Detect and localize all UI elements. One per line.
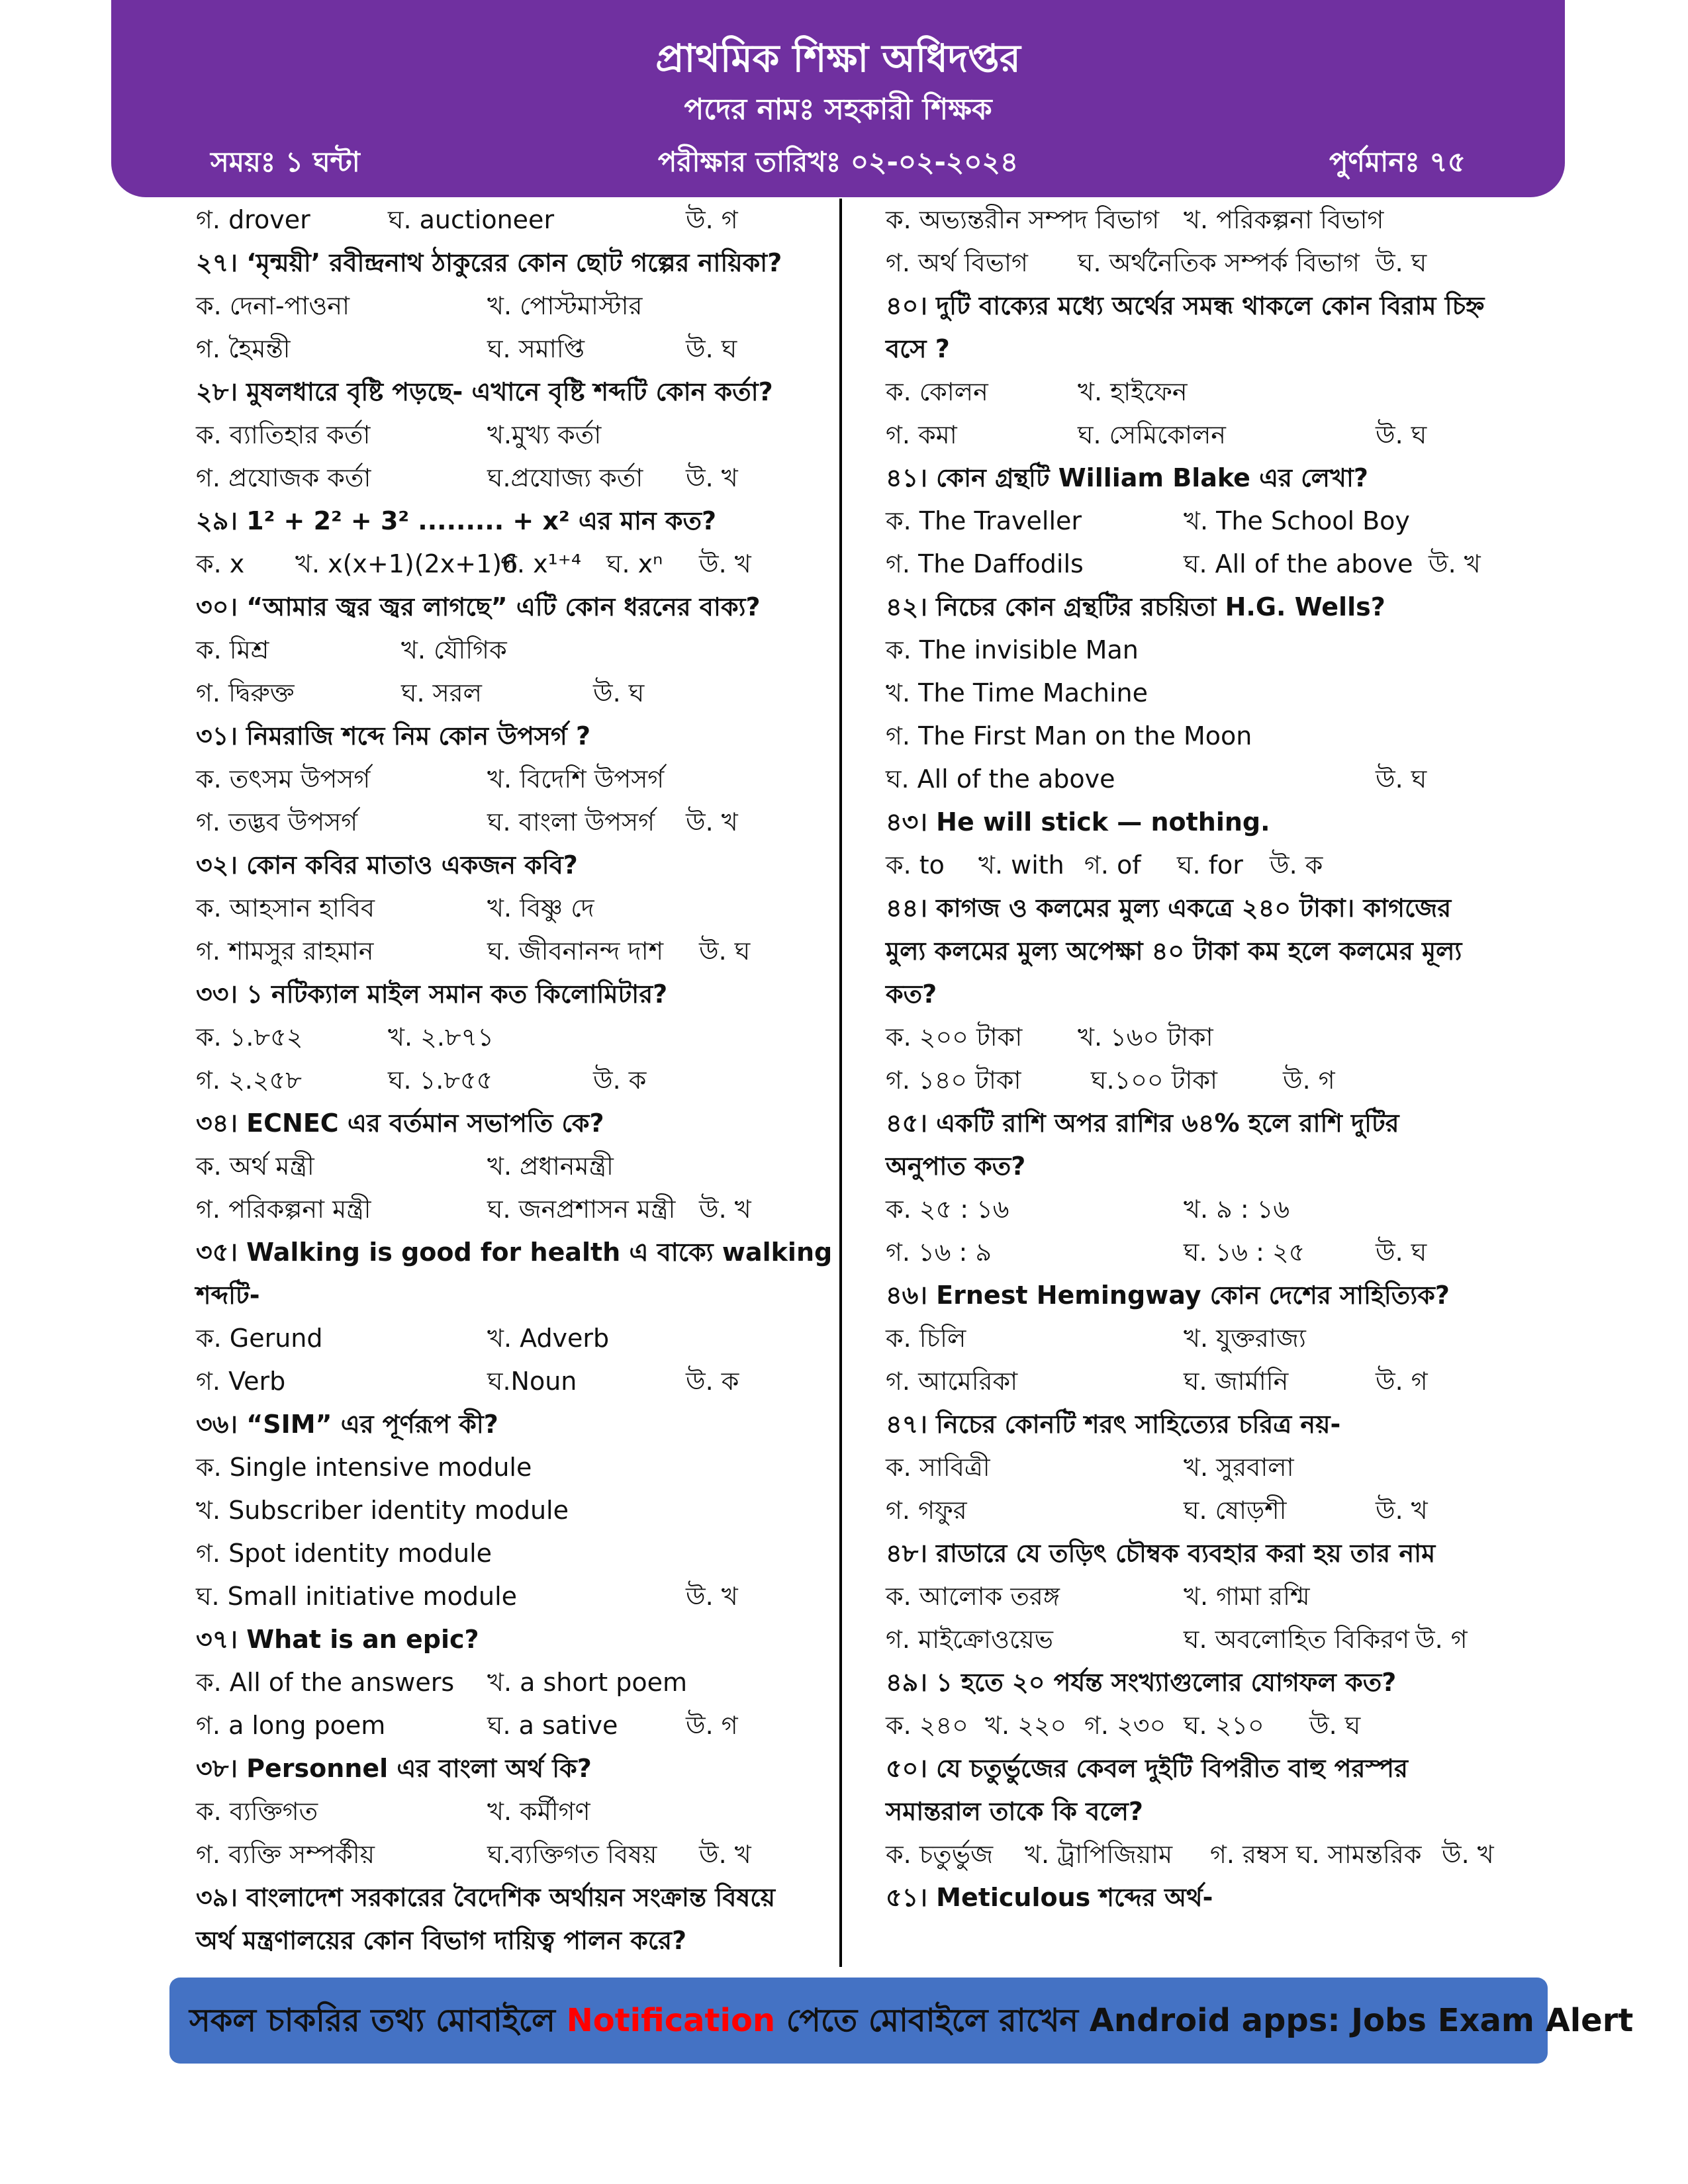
option-text: খ. সুরবালা: [1184, 1453, 1294, 1482]
option-text: উ. খ: [686, 463, 738, 492]
question-line: [886, 801, 1554, 844]
option-text: ঘ. অবলোহিত বিকিরণ: [1184, 1625, 1410, 1654]
option-text: ঘ.প্রযোজ্য কর্তা: [487, 463, 643, 492]
option-text: ঘ.ব্যক্তিগত বিষয়: [487, 1840, 657, 1869]
option-text: ক. ২৪০: [886, 1711, 968, 1740]
question-line: [196, 715, 865, 758]
option-text: গ. a long poem: [196, 1711, 386, 1740]
option-text: ক. ১.৮৫২: [196, 1023, 303, 1052]
question-line: [886, 285, 1554, 328]
question-line: [196, 1747, 865, 1790]
option-text: ক. অভ্যন্তরীন সম্পদ বিভাগ: [886, 205, 1160, 234]
options-line: [196, 1188, 865, 1231]
options-line: [196, 887, 865, 930]
option-text: ঘ. জার্মানি: [1184, 1367, 1289, 1396]
option-text: ক. ব্যক্তিগত: [196, 1797, 318, 1826]
option-text: খ. পোস্টমাস্টার: [487, 291, 643, 320]
options-line: [886, 1446, 1554, 1489]
option-text: উ. ঘ: [1376, 248, 1427, 277]
question-line: [196, 242, 865, 285]
option-text: ঘ. xⁿ: [606, 549, 663, 578]
option-text: গ. আমেরিকা: [886, 1367, 1018, 1396]
option-text: খ. ৯ : ১৬: [1184, 1195, 1290, 1224]
option-text: গ. রম্বস: [1210, 1840, 1288, 1869]
exam-date: পরীক্ষার তারিখঃ ০২-০২-২০২৪: [657, 146, 1019, 178]
option-text: গ. কমা: [886, 420, 957, 449]
question-text: ৪৩। He will stick — nothing.: [886, 807, 1270, 837]
option-text: খ. বিষ্ণু দে: [487, 893, 594, 923]
options-line: [196, 1446, 865, 1489]
question-text: ৪১। কোন গ্রন্থটি William Blake এর লেখা?: [886, 463, 1368, 492]
option-text: ঘ. ষোড়শী: [1184, 1496, 1287, 1525]
question-text: ২৮। মুষলধারে বৃষ্টি পড়ছে- এখানে বৃষ্টি শব্দটি কোন কর্তা?: [196, 377, 773, 406]
options-line: [886, 1489, 1554, 1532]
option-text: ক. Single intensive module: [196, 1453, 532, 1482]
question-text: ৩০। “আমার জ্বর জ্বর লাগছে” এটি কোন ধরনের বাক্য?: [196, 592, 761, 621]
footer-text: [189, 1978, 1633, 2064]
question-line: [886, 1403, 1554, 1446]
options-line: [196, 801, 865, 844]
option-text: গ. ২.২৫৮: [196, 1066, 302, 1095]
question-line: [886, 1145, 1554, 1188]
question-line: [196, 500, 865, 543]
option-text: ক. অর্থ মন্ত্রী: [196, 1152, 314, 1181]
options-line: [196, 672, 865, 715]
option-text: উ. খ: [699, 1195, 751, 1224]
question-line: [886, 930, 1554, 973]
question-text: ৪৪। কাগজ ও কলমের মুল্য একত্রে ২৪০ টাকা। কাগজের: [886, 893, 1452, 923]
options-line: [886, 543, 1554, 586]
options-line: [196, 457, 865, 500]
question-line: [196, 1876, 865, 1919]
options-line: [886, 1016, 1554, 1059]
option-text: ক. ২০০ টাকা: [886, 1023, 1023, 1052]
option-text: গ. ১৬ : ৯: [886, 1238, 992, 1267]
option-text: উ. ঘ: [1376, 420, 1427, 449]
options-line: [196, 328, 865, 371]
option-text: উ. ঘ: [1376, 764, 1427, 794]
left-column: [196, 199, 865, 1962]
options-line: [196, 1145, 865, 1188]
options-line: [886, 758, 1554, 801]
option-text: গ. শামসুর রাহমান: [196, 936, 374, 966]
option-text: ক. All of the answers: [196, 1668, 455, 1697]
option-text: খ.মুখ্য কর্তা: [487, 420, 602, 449]
question-line: [886, 887, 1554, 930]
question-line: [886, 1876, 1554, 1919]
option-text: ঘ. সামন্তরিক: [1296, 1840, 1422, 1869]
option-text: উ. গ: [686, 205, 738, 234]
options-line: [196, 1661, 865, 1704]
header-title: প্রাথমিক শিক্ষা অধিদপ্তর: [655, 36, 1021, 81]
question-text: অর্থ মন্ত্রণালয়ের কোন বিভাগ দায়িত্ব পালন করে?: [196, 1926, 687, 1955]
option-text: খ. Adverb: [487, 1324, 610, 1353]
question-text: ৪৫। একটি রাশি অপর রাশির ৬৪% হলে রাশি দুটির: [886, 1109, 1399, 1138]
option-text: ঘ. জীবনানন্দ দাশ: [487, 936, 664, 966]
options-line: [196, 1360, 865, 1403]
question-line: [196, 1231, 865, 1274]
question-line: [886, 1661, 1554, 1704]
option-text: খ. a short poem: [487, 1668, 687, 1697]
options-line: [196, 1833, 865, 1876]
option-text: ক. The invisible Man: [886, 635, 1139, 664]
question-line: [196, 1618, 865, 1661]
question-text: ৩৪। ECNEC এর বর্তমান সভাপতি কে?: [196, 1109, 604, 1138]
option-text: খ. The Time Machine: [886, 678, 1149, 707]
option-text: উ. ঘ: [699, 936, 751, 966]
option-text: উ. খ: [1442, 1840, 1494, 1869]
options-line: [196, 285, 865, 328]
option-text: গ. The First Man on the Moon: [886, 721, 1252, 751]
option-text: খ. x(x+1)(2x+1)6: [295, 549, 518, 578]
notification-highlight: Notification: [566, 2002, 776, 2039]
question-text: অনুপাত কত?: [886, 1152, 1026, 1181]
options-line: [886, 371, 1554, 414]
option-text: ক. ২৫ : ১৬: [886, 1195, 1009, 1224]
option-text: উ. ক: [686, 1367, 739, 1396]
footer-prefix: সকল চাকরির তথ্য মোবাইলে: [189, 2002, 567, 2039]
options-line: [886, 672, 1554, 715]
question-text: ৩৬। “SIM” এর পূর্ণরূপ কী?: [196, 1410, 498, 1439]
option-text: উ. খ: [699, 1840, 751, 1869]
option-text: খ. পরিকল্পনা বিভাগ: [1184, 205, 1384, 234]
question-text: মুল্য কলমের মুল্য অপেক্ষা ৪০ টাকা কম হলে কলমের মূল্য: [886, 936, 1462, 966]
question-line: [886, 1532, 1554, 1575]
option-text: গ. গফুর: [886, 1496, 967, 1525]
option-text: খ. with: [978, 850, 1064, 880]
option-text: ক. x: [196, 549, 245, 578]
option-text: ক. The Traveller: [886, 506, 1082, 535]
options-line: [196, 1532, 865, 1575]
option-text: উ. খ: [1376, 1496, 1428, 1525]
option-text: উ. ক: [1270, 850, 1323, 880]
options-line: [886, 1618, 1554, 1661]
question-text: ৪৬। Ernest Hemingway কোন দেশের সাহিত্যিক?: [886, 1281, 1450, 1310]
option-text: গ. প্রযোজক কর্তা: [196, 463, 371, 492]
option-text: উ. ঘ: [686, 334, 737, 363]
question-line: [196, 973, 865, 1016]
question-line: [886, 586, 1554, 629]
option-text: ঘ. ১.৮৫৫: [388, 1066, 493, 1095]
question-text: ৫০। যে চতুর্ভুজের কেবল দুইটি বিপরীত বাহু পরস্পর: [886, 1754, 1408, 1783]
option-text: উ. খ: [686, 807, 738, 837]
question-text: ২৯। 1² + 2² + 3² ......... + x² এর মান কত?: [196, 506, 717, 535]
option-text: গ. of: [1084, 850, 1141, 880]
option-text: ঘ. ২১০: [1184, 1711, 1264, 1740]
question-line: [886, 1790, 1554, 1833]
option-text: ক. চতুর্ভুজ: [886, 1840, 994, 1869]
question-line: [196, 1403, 865, 1446]
question-line: [886, 1274, 1554, 1317]
option-text: খ. The School Boy: [1184, 506, 1410, 535]
option-text: খ. ২২০: [985, 1711, 1067, 1740]
options-line: [886, 1360, 1554, 1403]
question-text: ৩২। কোন কবির মাতাও একজন কবি?: [196, 850, 578, 880]
question-line: [886, 973, 1554, 1016]
option-text: উ. ঘ: [1309, 1711, 1361, 1740]
option-text: ক. to: [886, 850, 945, 880]
options-line: [886, 1059, 1554, 1102]
post-name: পদের নামঃ সহকারী শিক্ষক: [684, 93, 992, 126]
options-line: [886, 715, 1554, 758]
option-text: ঘ. সেমিকোলন: [1078, 420, 1226, 449]
options-line: [196, 1575, 865, 1618]
options-line: [196, 199, 865, 242]
options-line: [886, 844, 1554, 887]
option-text: গ. drover: [196, 205, 310, 234]
full-marks: পুর্ণমানঃ ৭৫: [1329, 146, 1466, 178]
option-text: খ. ২.৮৭১: [388, 1023, 494, 1052]
options-line: [886, 199, 1554, 242]
options-line: [196, 1489, 865, 1532]
option-text: গ. ২৩০: [1084, 1711, 1166, 1740]
option-text: ঘ. for: [1177, 850, 1243, 880]
question-line: [196, 1102, 865, 1145]
option-text: খ. বিদেশি উপসর্গ: [487, 764, 665, 794]
options-line: [886, 242, 1554, 285]
question-line: [196, 371, 865, 414]
option-text: উ. গ: [1376, 1367, 1428, 1396]
question-text: ৪৯। ১ হতে ২০ পর্যন্ত সংখ্যাগুলোর যোগফল কত?: [886, 1668, 1397, 1697]
option-text: গ. ১৪০ টাকা: [886, 1066, 1021, 1095]
question-text: ২৭। ‘মৃন্ময়ী’ রবীন্দ্রনাথ ঠাকুরের কোন ছোট গল্পের নায়িকা?: [196, 248, 782, 277]
options-line: [196, 1317, 865, 1360]
question-text: ৪৮। রাডারে যে তড়িৎ চৌম্বক ব্যবহার করা হয় তার নাম: [886, 1539, 1436, 1568]
question-text: ৩৩। ১ নটিক্যাল মাইল সমান কত কিলোমিটার?: [196, 979, 668, 1009]
question-text: সমান্তরাল তাকে কি বলে?: [886, 1797, 1143, 1826]
options-line: [196, 1059, 865, 1102]
option-text: ক. আলোক তরঙ্গ: [886, 1582, 1060, 1611]
question-line: [886, 328, 1554, 371]
options-line: [196, 930, 865, 973]
question-line: [196, 1919, 865, 1962]
options-line: [886, 1575, 1554, 1618]
option-text: গ. মাইক্রোওয়েভ: [886, 1625, 1053, 1654]
options-line: [196, 1790, 865, 1833]
option-text: উ. ঘ: [593, 678, 645, 707]
option-text: গ. The Daffodils: [886, 549, 1084, 578]
options-line: [886, 1317, 1554, 1360]
option-text: খ. হাইফেন: [1078, 377, 1188, 406]
option-text: ক. আহসান হাবিব: [196, 893, 375, 923]
question-line: [886, 1747, 1554, 1790]
option-text: ক. মিশ্র: [196, 635, 269, 664]
column-divider: [839, 199, 842, 1967]
option-text: ক. সাবিত্রী: [886, 1453, 990, 1482]
options-line: [886, 1231, 1554, 1274]
question-text: ৫১। Meticulous শব্দের অর্থ-: [886, 1883, 1213, 1912]
option-text: গ. দ্বিরুক্ত: [196, 678, 295, 707]
option-text: গ. অর্থ বিভাগ: [886, 248, 1028, 277]
option-text: ঘ.Noun: [487, 1367, 577, 1396]
option-text: উ. খ: [686, 1582, 738, 1611]
option-text: গ. Spot identity module: [196, 1539, 492, 1568]
option-text: খ. গামা রশ্মি: [1184, 1582, 1310, 1611]
option-text: উ. খ: [699, 549, 751, 578]
option-text: ঘ. a sative: [487, 1711, 618, 1740]
footer-banner: [169, 1978, 1634, 2064]
option-text: ঘ. বাংলা উপসর্গ: [487, 807, 655, 837]
options-line: [886, 1188, 1554, 1231]
option-text: উ. ঘ: [1376, 1238, 1427, 1267]
question-text: ৪২। নিচের কোন গ্রন্থটির রচয়িতা H.G. Wells?: [886, 592, 1385, 621]
option-text: ঘ. জনপ্রশাসন মন্ত্রী: [487, 1195, 676, 1224]
option-text: গ. পরিকল্পনা মন্ত্রী: [196, 1195, 371, 1224]
question-text: শব্দটি-: [196, 1281, 260, 1310]
question-text: ৪৭। নিচের কোনটি শরৎ সাহিত্যের চরিত্র নয়-: [886, 1410, 1341, 1439]
option-text: গ. x¹⁺⁴: [500, 549, 582, 578]
question-text: কত?: [886, 979, 937, 1009]
option-text: ঘ. সরল: [401, 678, 482, 707]
option-text: ক. দেনা-পাওনা: [196, 291, 350, 320]
option-text: ঘ. Small initiative module: [196, 1582, 518, 1611]
exam-duration: সময়ঃ ১ ঘন্টা: [211, 146, 360, 178]
option-text: খ. কর্মীগণ: [487, 1797, 590, 1826]
option-text: ক. ব্যাতিহার কর্তা: [196, 420, 371, 449]
option-text: ঘ. অর্থনৈতিক সম্পর্ক বিভাগ: [1078, 248, 1360, 277]
question-text: ৩৭। What is an epic?: [196, 1625, 479, 1654]
option-text: খ. যৌগিক: [401, 635, 507, 664]
option-text: ঘ. All of the above: [886, 764, 1115, 794]
option-text: গ. তদ্ভব উপসর্গ: [196, 807, 358, 837]
option-text: ক. তৎসম উপসর্গ: [196, 764, 371, 794]
option-text: খ. ১৬০ টাকা: [1078, 1023, 1213, 1052]
options-line: [886, 414, 1554, 457]
options-line: [196, 543, 865, 586]
option-text: খ. প্রধানমন্ত্রী: [487, 1152, 614, 1181]
question-text: ৩১। নিমরাজি শব্দে নিম কোন উপসর্গ ?: [196, 721, 591, 751]
question-line: [196, 844, 865, 887]
option-text: খ. Subscriber identity module: [196, 1496, 569, 1525]
options-line: [886, 629, 1554, 672]
question-line: [886, 457, 1554, 500]
question-text: বসে ?: [886, 334, 950, 363]
option-text: ঘ. ১৬ : ২৫: [1184, 1238, 1305, 1267]
question-text: ৩৯। বাংলাদেশ সরকারের বৈদেশিক অর্থায়ন সংক্রান্ত বিষয়ে: [196, 1883, 775, 1912]
options-line: [196, 1016, 865, 1059]
option-text: উ. গ: [1283, 1066, 1335, 1095]
options-line: [196, 414, 865, 457]
options-line: [886, 1833, 1554, 1876]
option-text: উ. গ: [1415, 1625, 1468, 1654]
option-text: ক. Gerund: [196, 1324, 323, 1353]
option-text: ঘ.১০০ টাকা: [1091, 1066, 1218, 1095]
option-text: ক. কোলন: [886, 377, 988, 406]
option-text: উ. ক: [593, 1066, 647, 1095]
option-text: খ. যুক্তরাজ্য: [1184, 1324, 1306, 1353]
question-line: [196, 586, 865, 629]
option-text: ঘ. সমাপ্তি: [487, 334, 585, 363]
question-text: ৩৫। Walking is good for health এ বাক্যে walking: [196, 1238, 833, 1267]
options-line: [196, 629, 865, 672]
right-column: [886, 199, 1554, 1919]
option-text: উ. খ: [1429, 549, 1481, 578]
option-text: উ. গ: [686, 1711, 738, 1740]
option-text: গ. Verb: [196, 1367, 286, 1396]
question-text: ৪০। দুটি বাক্যের মধ্যে অর্থের সমন্ধ থাকলে কোন বিরাম চিহ্ন: [886, 291, 1485, 320]
question-line: [196, 1274, 865, 1317]
exam-header: [111, 0, 1565, 197]
option-text: ঘ. All of the above: [1184, 549, 1413, 578]
options-line: [196, 758, 865, 801]
option-text: গ. হৈমন্তী: [196, 334, 291, 363]
question-text: ৩৮। Personnel এর বাংলা অর্থ কি?: [196, 1754, 592, 1783]
option-text: ঘ. auctioneer: [388, 205, 555, 234]
question-line: [886, 1102, 1554, 1145]
options-line: [886, 1704, 1554, 1747]
options-line: [886, 500, 1554, 543]
options-line: [196, 1704, 865, 1747]
option-text: গ. ব্যক্তি সম্পর্কীয়: [196, 1840, 375, 1869]
option-text: খ. ট্রাপিজিয়াম: [1025, 1840, 1173, 1869]
option-text: ক. চিলি: [886, 1324, 966, 1353]
footer-suffix: পেতে মোবাইলে রাখেন Android apps: Jobs Exam Alert: [775, 2002, 1634, 2039]
